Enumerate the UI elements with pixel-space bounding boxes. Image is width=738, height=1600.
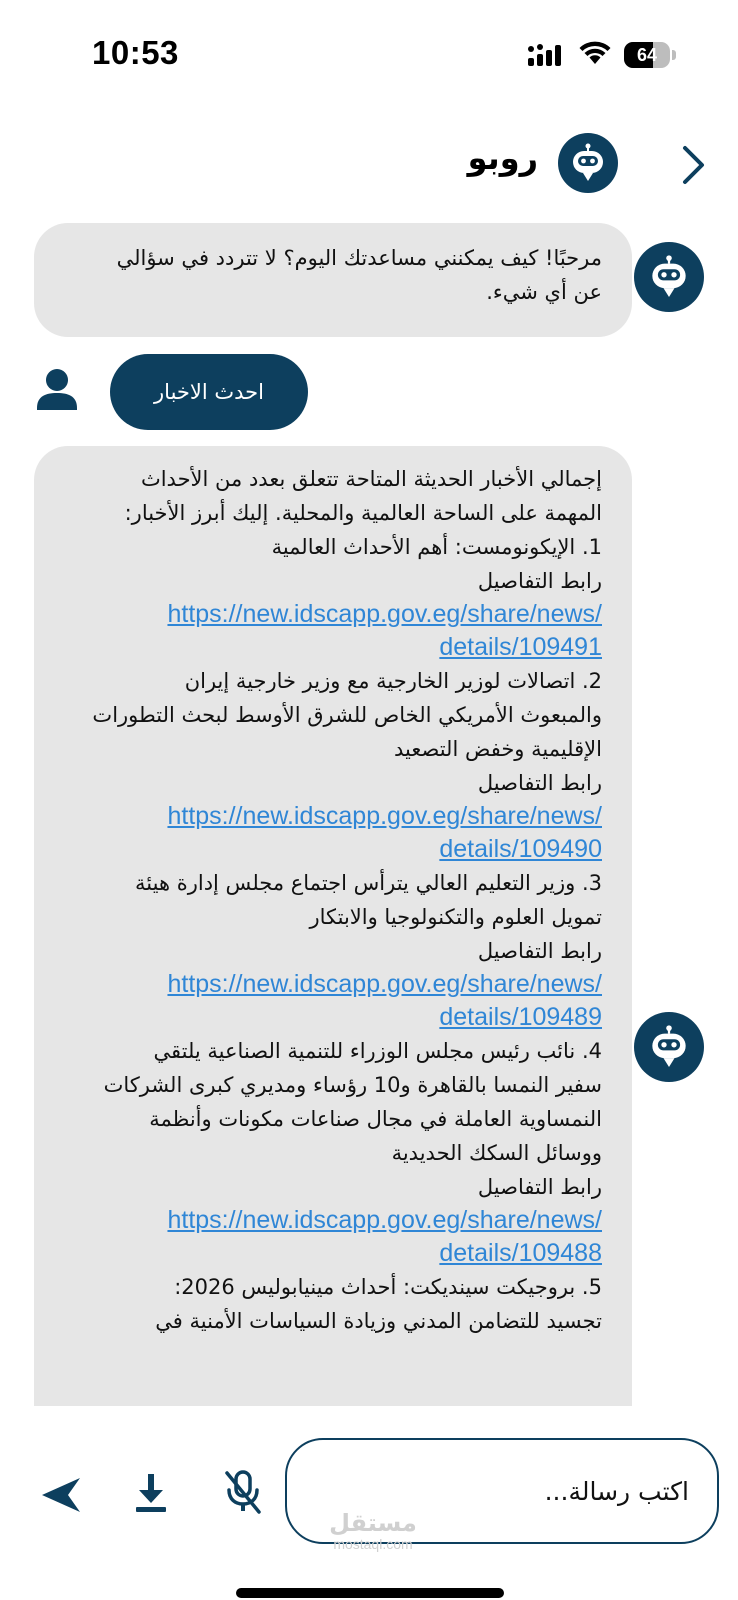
news-item-title: 4. نائب رئيس مجلس الوزراء للتنمية الصناعية يلتقي [153, 1039, 602, 1063]
battery-indicator [624, 42, 670, 68]
chat-header [0, 125, 738, 205]
send-button[interactable] [38, 1472, 84, 1518]
news-link-part[interactable]: details/109491 [439, 633, 602, 661]
status-bar [0, 0, 738, 110]
download-button[interactable] [128, 1470, 174, 1516]
bot-message-greeting [34, 223, 632, 337]
battery-nub [672, 50, 676, 60]
message-text: مرحبًا! كيف يمكنني مساعدتك اليوم؟ لا تتردد في سؤالي [116, 246, 602, 270]
details-label: رابط التفاصيل [477, 1175, 602, 1199]
news-link[interactable] [60, 1204, 602, 1270]
news-link[interactable] [60, 800, 602, 866]
details-label: رابط التفاصيل [477, 569, 602, 593]
news-link-part[interactable]: https://new.idscapp.gov.eg/share/news/ [167, 1206, 602, 1234]
details-label: رابط التفاصيل [477, 771, 602, 795]
news-item-title: ووسائل السكك الحديدية [391, 1141, 602, 1165]
mic-off-icon [220, 1468, 266, 1518]
news-link-part[interactable]: https://new.idscapp.gov.eg/share/news/ [167, 600, 602, 628]
bot-name: روبو [467, 139, 538, 177]
news-item-title: 3. وزير التعليم العالي يترأس اجتماع مجلس إدارة هيئة [135, 871, 602, 895]
bot-avatar [634, 242, 704, 312]
bot-message-news [34, 446, 632, 1406]
user-message: احدث الاخبار [110, 354, 308, 430]
news-link-part[interactable]: details/109490 [439, 835, 602, 863]
input-bar [0, 1410, 738, 1600]
news-link[interactable] [60, 968, 602, 1034]
news-item-title: 2. اتصالات لوزير الخارجية مع وزير خارجية إيران [184, 669, 602, 693]
cellular-signal-icon [528, 44, 568, 66]
news-item-title: سفير النمسا بالقاهرة و10 رؤساء ومديري كبرى الشركات [103, 1073, 602, 1097]
status-time: 10:53 [92, 34, 179, 71]
news-item-title: الإقليمية وخفض التصعيد [394, 737, 602, 761]
watermark-logo: مستقل [329, 1509, 417, 1537]
home-indicator [236, 1588, 504, 1598]
message-text: عن أي شيء. [486, 280, 602, 304]
news-item-title: تمويل العلوم والتكنولوجيا والابتكار [309, 905, 602, 929]
wifi-icon [578, 40, 612, 66]
user-avatar [34, 366, 80, 416]
battery-level: 64 [636, 45, 658, 65]
robot-icon [649, 1024, 689, 1070]
send-icon [38, 1472, 84, 1518]
bot-avatar [558, 133, 618, 193]
news-item-title: 5. بروجيكت سينديكت: أحداث مينيابوليس 2026: [174, 1275, 602, 1299]
news-intro: إجمالي الأخبار الحديثة المتاحة تتعلق بعدد من الأحداث [140, 467, 602, 491]
watermark-url: mostaql.com [333, 1536, 413, 1552]
news-item-title: تجسيد للتضامن المدني وزيادة السياسات الأمنية في [155, 1309, 602, 1333]
back-button[interactable] [672, 137, 716, 193]
news-item-title: 1. الإيكونومست: أهم الأحداث العالمية [271, 535, 602, 559]
details-label: رابط التفاصيل [477, 939, 602, 963]
watermark [318, 1510, 428, 1552]
news-link[interactable] [60, 598, 602, 664]
user-icon [34, 366, 80, 416]
mic-button[interactable] [220, 1468, 266, 1518]
chevron-right-icon [681, 145, 707, 185]
news-intro: المهمة على الساحة العالمية والمحلية. إليك أبرز الأخبار: [124, 501, 602, 525]
news-item-title: النمساوية العاملة في مجال صناعات مكونات وأنظمة [149, 1107, 602, 1131]
news-link-part[interactable]: details/109489 [439, 1003, 602, 1031]
bot-avatar [634, 1012, 704, 1082]
robot-icon [570, 143, 606, 183]
robot-icon [649, 254, 689, 300]
news-item-title: والمبعوث الأمريكي الخاص للشرق الأوسط لبحث التطورات [92, 703, 602, 727]
news-link-part[interactable]: details/109488 [439, 1239, 602, 1267]
news-link-part[interactable]: https://new.idscapp.gov.eg/share/news/ [167, 802, 602, 830]
news-link-part[interactable]: https://new.idscapp.gov.eg/share/news/ [167, 970, 602, 998]
download-icon [128, 1470, 174, 1516]
